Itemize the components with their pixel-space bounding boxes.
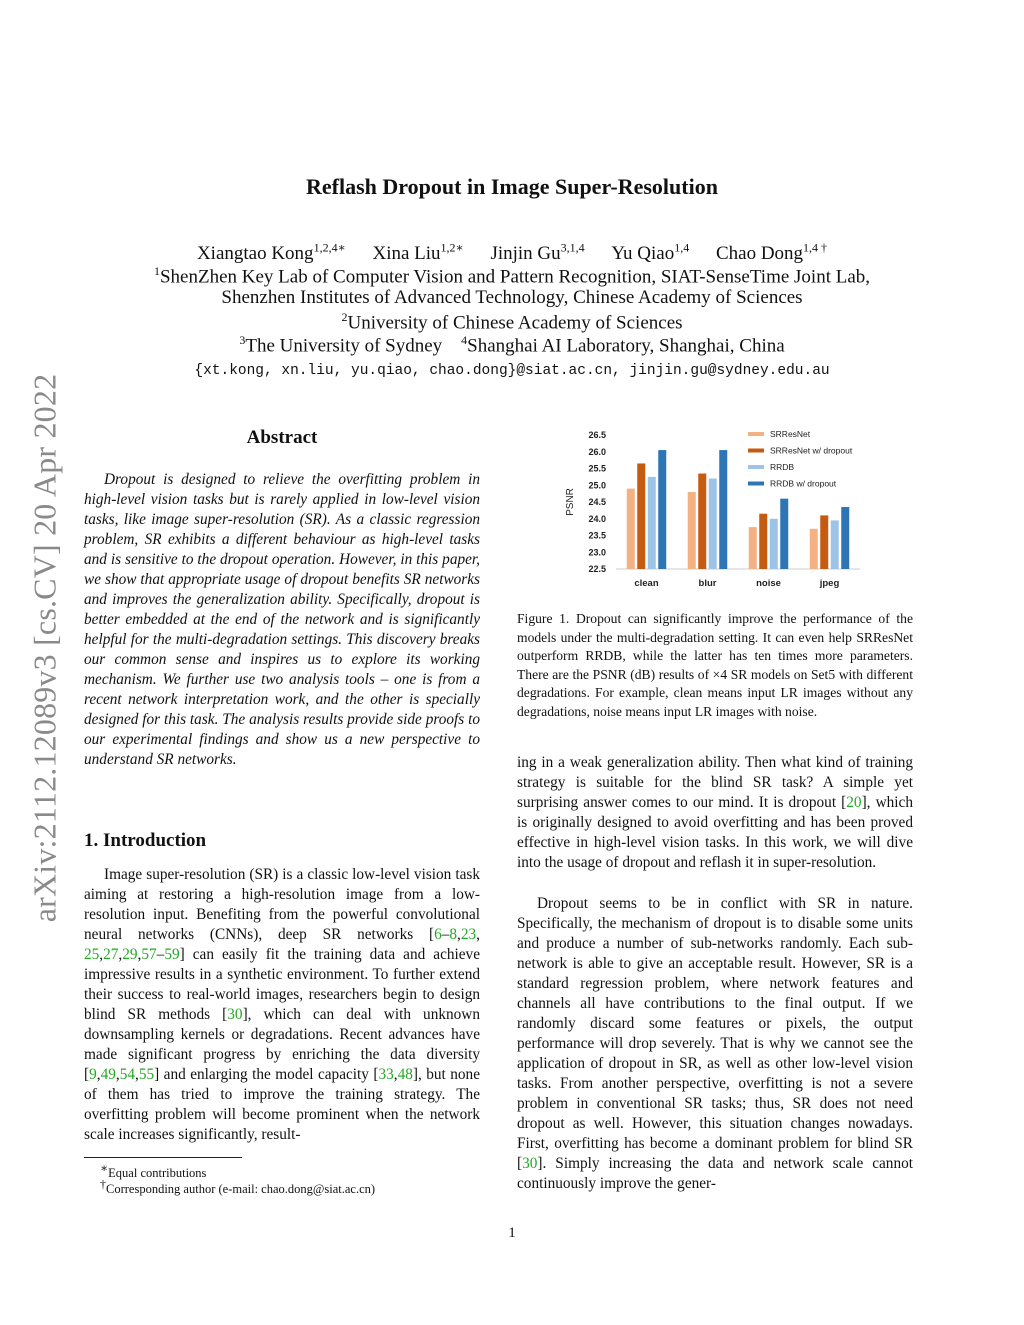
author: Jinjin Gu$^{3,1,4}$ [490,241,585,265]
bar-blur-srresnet-w-dropout [698,474,706,569]
bar-clean-rrdb [648,477,656,569]
y-tick-label: 23.5 [588,530,606,541]
y-axis-label: PSNR [565,488,576,516]
citation-link[interactable]: 6 [434,926,442,943]
citation-link[interactable]: 30 [522,1155,538,1172]
citation-link[interactable]: 55 [138,1066,155,1083]
citation-link[interactable]: 8 [449,926,458,943]
abstract-text: Dropout is designed to relieve the overfitting problem in high-level vision tasks but is rarely applied in low-level vision tasks, like image super-resolution (SR). As a classic regression problem, SR exhibits a different behaviour as high-level tasks and is sensitive to the dropout operation. However, in this paper, we show that appropriate usage of dropout benefits SR networks and improves the generalization ability. Specifically, dropout is better embedded at the end of the network and is significantly helpful for the multi-degradation settings. This discovery breaks our common sense and inspires us to explore its working mechanism. We further use two analysis tools – one is from a recent network interpretation work, and the other is specially designed for this task. The analysis results provide side proofs to our experimental findings and show us a new perspective to understand SR networks. [84,471,480,768]
figure-1-caption: Figure 1. Dropout can significantly improve the performance of the models under the multi-degradation setting. It can even help SRResNet outperform RRDB, while the latter has ten times more parameters. There are the PSNR (dB) results of ×4 SR models on Set5 with different degradations. For example, clean means input LR images without any degradations, noise means input LR images with noise. [517,611,913,719]
y-tick-label: 25.5 [588,463,606,474]
section-heading-introduction: 1. Introduction [84,830,207,851]
bar-blur-srresnet [688,492,696,569]
bar-noise-srresnet-w-dropout [759,514,767,569]
x-tick-label: noise [756,578,781,589]
y-tick-label: 24.0 [588,513,606,524]
citation-link[interactable]: 9 [89,1066,97,1083]
affiliation-3-4: $^3$The University of Sydney $^4$Shanghai AI Laboratory, Shanghai, China [239,333,785,357]
page-number: 1 [508,1225,516,1241]
bar-jpeg-rrdb [831,520,839,569]
author: Xina Liu$^{1,2∗}$ [372,241,464,265]
bar-noise-srresnet [749,527,757,569]
bar-jpeg-srresnet-w-dropout [820,515,828,569]
citation-link[interactable]: 23 [460,926,477,943]
author: Xiangtao Kong$^{1,2,4∗}$ [196,241,346,265]
author: Yu Qiao$^{1,4}$ [611,241,690,265]
affiliation-1-cont: Shenzhen Institutes of Advanced Technology, Chinese Academy of Sciences [221,287,803,308]
x-tick-label: clean [634,578,659,589]
y-tick-label: 24.5 [588,497,606,507]
arxiv-side-identifier [28,350,62,945]
psnr-bar-chart [560,422,880,600]
y-tick-label: 26.0 [588,446,606,457]
bar-clean-srresnet [627,489,635,569]
x-tick-label: blur [698,578,717,589]
bar-clean-rrdb-w-dropout [658,450,666,569]
author-list [0,241,1024,265]
bar-noise-rrdb-w-dropout [780,499,788,569]
bar-jpeg-rrdb-w-dropout [841,507,849,569]
y-tick-label: 25.0 [588,480,606,491]
abstract-heading: Abstract [246,427,318,448]
citation-link[interactable]: 49 [100,1066,116,1083]
intro-paragraph-1-cont: ing in a weak generalization ability. Then what kind of training strategy is suitable for the blind SR task? A simple yet surprising answer comes to our mind. It is dropout [20], which is originally designed to avoid overfitting and has been proved effective in high-level vision tasks. In this work, we will dive into the usage of dropout and reflash it in super-resolution. [517,754,913,871]
citation-link[interactable]: 25 [84,946,100,963]
y-tick-label: 26.5 [588,430,606,440]
x-tick-label: jpeg [819,578,840,589]
citation-link[interactable]: 59 [164,946,180,963]
citation-link[interactable]: 33 [378,1066,394,1083]
citation-link[interactable]: 27 [103,946,119,963]
citation-link[interactable]: 20 [846,794,862,811]
footnote-equal-contribution: ∗Equal contributions [100,1161,207,1181]
citation-link[interactable]: 29 [122,946,138,963]
affiliation-1: $^1$ShenZhen Key Lab of Computer Vision and Pattern Recognition, SIAT-SenseTime Joint Lab, [153,264,871,288]
citation-link[interactable]: 30 [227,1006,243,1023]
legend-label: SRResNet [770,429,811,439]
y-tick-label: 22.5 [588,564,606,574]
bar-jpeg-srresnet [810,529,818,569]
author-emails: {xt.kong, xn.liu, yu.qiao, chao.dong}@siat.ac.cn, jinjin.gu@sydney.edu.au [194,363,830,379]
arxiv-id-text: arXiv:2112.12089v3 [cs.CV] 20 Apr 2022 [26,373,63,922]
intro-paragraph-1: Image super-resolution (SR) is a classic low-level vision task aiming at restoring a high-resolution image from a low-resolution input. Benefiting from the powerful convolutional neural networks (CNNs), deep SR networks [6–8,23, 25,27,29,57–59] can easily fit the training data and achieve impressive results in a synthetic environment. To further extend their success to real-world images, researchers begin to design blind SR methods [30], which can deal with unknown downsampling kernels or degradations. Recent advances have made significant progress by enriching the data diversity [9,49,54,55] and enlarging the model capacity [33,48], but none of them has tried to improve the training strategy. The overfitting problem will become prominent when the network scale increases significantly, result- [84,866,480,1143]
intro-paragraph-2: Dropout seems to be in conflict with SR in nature. Specifically, the mechanism of dropout is to disable some units and produce a number of sub-networks randomly. Each sub-network is able to give an acceptable result. However, SR is a standard regression problem, where network features and channels all have contributions to the final output. If we randomly discard some features or pixels, the output performance will drop severely. That is why we cannot see the application of dropout in SR, as well as other low-level vision tasks. From another perspective, overfitting is not a severe problem in conventional SR tasks; thus, SR does not need dropout as well. However, this situation changes nowadays. First, overfitting has become a dominant problem for blind SR [30]. Simply increasing the data and network scale cannot continuously improve the gener- [517,895,913,1192]
citation-link[interactable]: 48 [397,1066,413,1083]
paper-title: Reflash Dropout in Image Super-Resolution [306,174,718,199]
affiliation-2: $^2$University of Chinese Academy of Sciences [341,310,683,334]
figure-1-chart [560,422,880,600]
legend-label: RRDB w/ dropout [770,478,837,489]
y-tick-label: 23.0 [588,547,606,558]
citation-link[interactable]: 57 [141,946,157,963]
footnote-rule [84,1157,242,1158]
author: Chao Dong$^{1,4 \dagger}$ [715,241,828,265]
legend-label: SRResNet w/ dropout [770,445,853,456]
bar-noise-rrdb [770,519,778,569]
footnote-corresponding-author: †Corresponding author (e-mail: chao.dong@siat.ac.cn) [100,1177,376,1197]
legend-label: RRDB [770,462,795,472]
bar-blur-rrdb-w-dropout [719,450,727,569]
bar-blur-rrdb [709,479,717,569]
citation-link[interactable]: 54 [119,1066,136,1083]
bar-clean-srresnet-w-dropout [637,463,645,569]
